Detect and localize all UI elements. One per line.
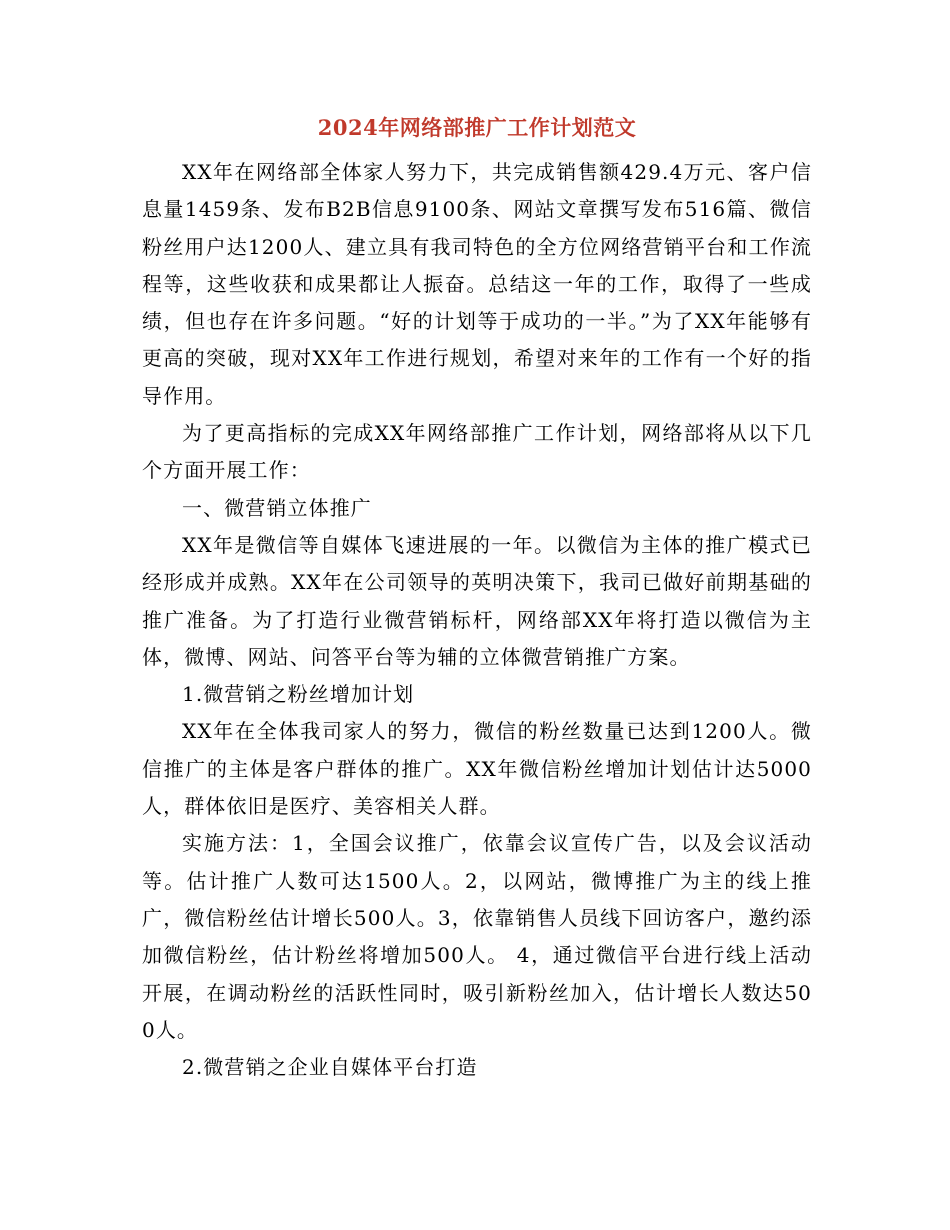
- paragraph-section-1: XX年是微信等自媒体飞速进展的一年。以微信为主体的推广模式已经形成并成熟。XX年在公司领导的英明决策下，我司已做好前期基础的推广准备。为了打造行业微营销标杆，网络部XX年将打造以微信为主体，微博、网站、问答平台等为辅的立体微营销推广方案。: [142, 532, 812, 669]
- subsection-heading-2: 2.微营销之企业自媒体平台打造: [182, 1055, 478, 1080]
- paragraph-intro: XX年在网络部全体家人努力下，共完成销售额429.4万元、客户信息量1459条、发布B2B信息9100条、网站文章撰写发布516篇、微信粉丝用户达1200人、建立具有我司特色的全方位网络营销平台和工作流程等，这些收获和成果都让人振奋。总结这一年的工作，取得了一些成绩，但也存在许多问题。“好的计划等于成功的一半。”为了XX年能够有更高的突破，现对XX年工作进行规划，希望对来年的工作有一个好的指导作用。: [142, 160, 812, 408]
- document-title: 2024年网络部推广工作计划范文: [317, 115, 637, 140]
- paragraph-fan-growth: XX年在全体我司家人的努力，微信的粉丝数量已达到1200人。微信推广的主体是客户群体的推广。XX年微信粉丝增加计划估计达5000人，群体依旧是医疗、美容相关人群。: [142, 719, 812, 819]
- paragraph-plan-overview: 为了更高指标的完成XX年网络部推广工作计划，网络部将从以下几个方面开展工作：: [142, 421, 812, 483]
- section-heading-1: 一、微营销立体推广: [182, 495, 372, 520]
- paragraph-implementation: 实施方法：1，全国会议推广，依靠会议宣传广告，以及会议活动等。估计推广人数可达1500人。2，以网站，微博推广为主的线上推广，微信粉丝估计增长500人。3，依靠销售人员线下回访客户，邀约添加微信粉丝，估计粉丝将增加500人。 4，通过微信平台进行线上活动开展，在调动粉丝的活跃性同时，吸引新粉丝加入，估计增长人数达500人。: [142, 831, 812, 1042]
- subsection-heading-1: 1.微营销之粉丝增加计划: [182, 682, 415, 707]
